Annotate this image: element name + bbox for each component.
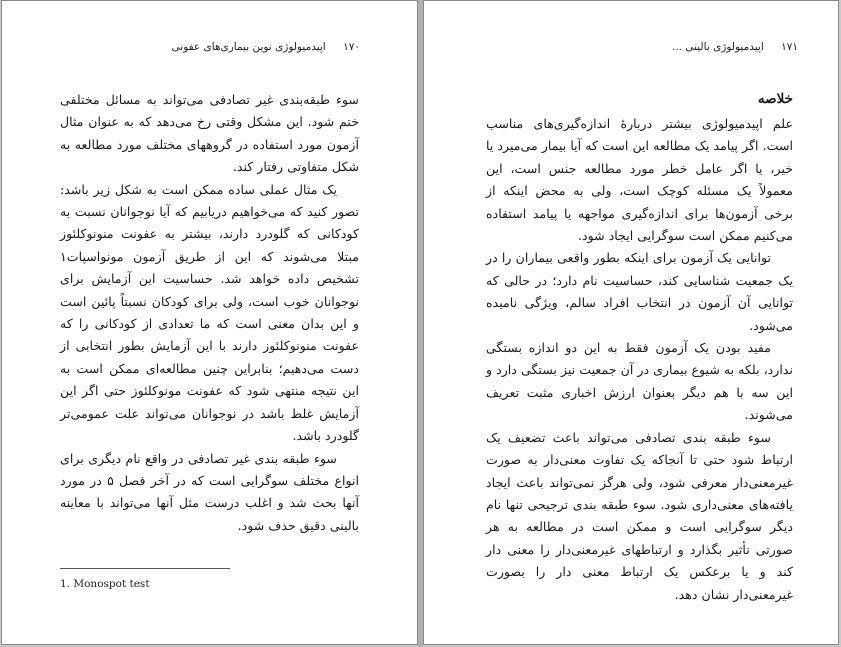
paragraph: سوء طبقه بندی غیر تصادفی در واقع نام دیگری برای انواع مختلف سوگرایی است که در آخر فصل ۵ در مورد آنها بحث شد و اغلب درست مثل آنها می‌تواند با معاینه بالینی دقیق حذف شود. [60,450,360,533]
right-body-text [486,89,793,606]
left-page [1,0,418,645]
left-page-number: ۱۷۰ [343,41,360,53]
paragraph: سوء طبقه بندی تصادفی می‌تواند باعث تضعیف یک ارتباط شود حتی تا آنجاکه یک تفاوت معنی‌دار به صورت غیرمعنی‌دار معرفی شود، ولی هرگز نمی‌تواند باعث ایجاد یافته‌های معنی‌داری شود. سوء طبقه بندی ترجیحی تنها نام دیگر سوگرایی است و ممکن است در مطالعه به هر صورتی تأثیر بگذارد و ارتباطهای غیرمعنی‌دار را معنی دار کند و یا برعکس یک ارتباط معنی دار را بصورت غیرمعنی‌دار نشان دهد. [486,429,793,602]
paragraph: توانایی یک آزمون برای اینکه بطور واقعی بیماران را در یک جمعیت شناسایی کند، حساسیت نام دارد؛ در حالی که توانایی آن آزمون در انتخاب افراد سالم، ویژگی نامیده می‌شود. [486,250,793,333]
footnote: 1. Monospot test [60,578,150,590]
section-title: خلاصه [757,91,793,107]
paragraph: یک مثال عملی ساده ممکن است به شکل زیر باشد: تصور کنید که می‌خواهیم دریابیم که آیا نوجوانان نسبت به کودکانی که گلودرد دارند، بیشتر به عفونت منونوکلئوز مبتلا می‌شوند که این از طریق آزمون مونواسپات۱ تشخیص داده خواهد شد. حساسیت این آزمایش برای نوجوانان خوب است، ولی برای کودکان نسبتاً پائین است و این بدان معنی است که ما تعدادی از کودکانی را که عفونت منونوکلئوز دارند با این آزمایش بطور انتخابی از دست می‌دهیم؛ بنابراین چنین مطالعه‌ای ممکن است به این نتیجه منتهی شود که عفونت مونوکلئوز حتی اگر این آزمایش غلط باشد در نوجوانان می‌تواند علت عمومی‌تر گلودرد باشد. [60,181,359,444]
paragraph: سوء طبقه‌بندی غیر تصادفی می‌تواند به مسائل مختلفی ختم شود. این مشکل وقتی رخ می‌دهد که به عنوان مثال آزمون مورد استفاده در گروههای مختلف مورد مطالعه به شکل متفاوتی رفتار کند. [60,92,359,175]
right-page [423,0,839,645]
left-running-title: اپیدمیولوژی نوین بیماری‌های عفونی [171,41,326,53]
footnote-rule [60,568,230,569]
right-running-header [487,41,798,59]
right-page-number: ۱۷۱ [781,41,798,53]
paragraph: علم اپیدمیولوژی بیشتر دربارهٔ اندازه‌گیری‌های مناسب است. اگر پیامد یک مطالعه این است که آیا بیمار می‌میرد یا خیر، یا اگر عامل خطر مورد مطالعه جنس است، این معمولاً یک مسئله کوچک است، ولی به محض اینکه از برخی آزمون‌ها برای اندازه‌گیری مواجهه یا پیامد استفاده می‌کنیم ممکن است سوگرایی ایجاد شود. [486,116,793,244]
right-running-title: اپیدمیولوژی بالینی ... [671,41,764,53]
left-running-header [58,41,360,59]
left-body-text [60,89,359,537]
paragraph: مفید بودن یک آزمون فقط به این دو اندازه بستگی ندارد، بلکه به شیوع بیماری در آن جمعیت نیز بستگی دارد و این سه با هم دیگر بعنوان ارزش اخباری مثبت تعریف می‌شوند. [486,340,793,423]
